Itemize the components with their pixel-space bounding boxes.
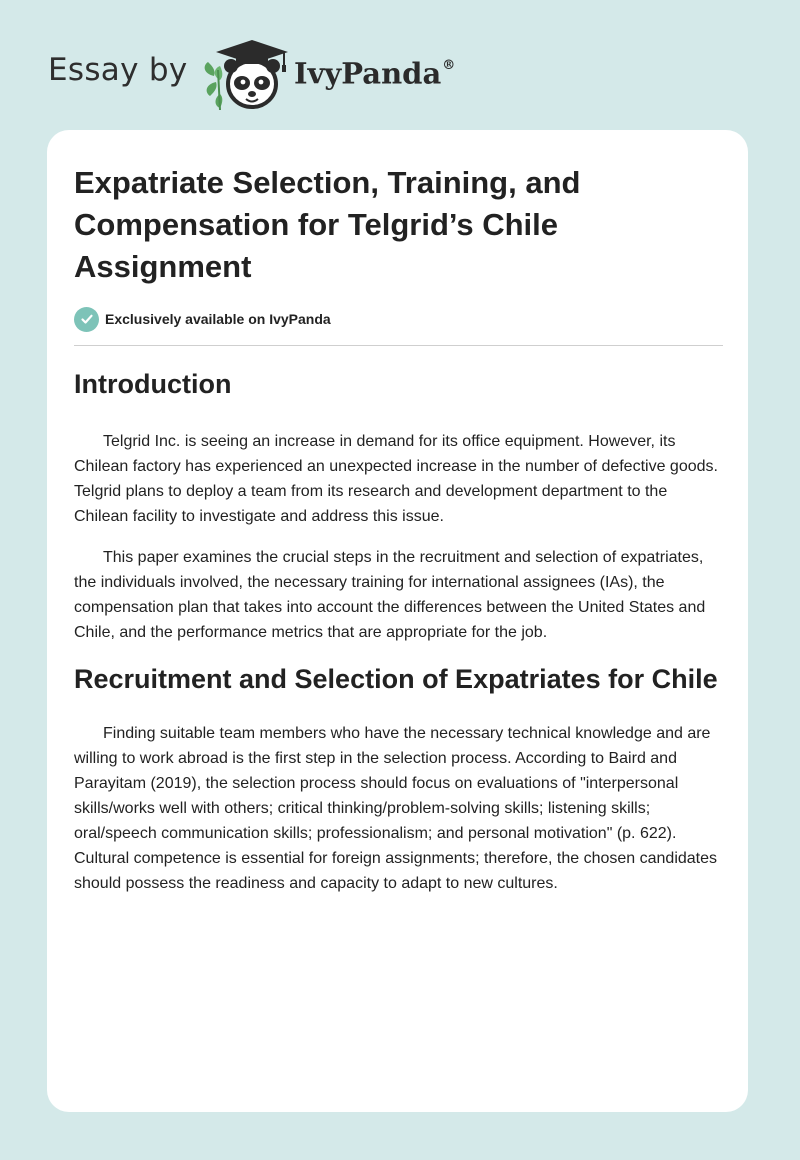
ivypanda-logo-text[interactable]	[294, 50, 455, 94]
essay-card	[47, 130, 748, 1112]
exclusive-badge-label: Exclusively available on IvyPanda	[105, 311, 331, 327]
brand-name-text: IvyPanda	[294, 56, 442, 91]
leaf-icon	[205, 62, 223, 110]
section-heading-introduction: Introduction	[74, 369, 232, 399]
title-divider	[74, 345, 723, 346]
section-heading-recruitment: Recruitment and Selection of Expatriates for Chile	[74, 664, 718, 694]
paragraph: Telgrid Inc. is seeing an increase in demand for its office equipment. However, its Chilean factory has experienced an unexpected increase in the number of defective goods. Telgrid plans to deploy a team from its research and development department to the Chilean facility to investigate and address this issue.	[74, 433, 718, 525]
check-circle-icon	[74, 307, 99, 332]
essay-title: Expatriate Selection, Training, and Compensation for Telgrid’s Chile Assignment	[74, 165, 581, 284]
registered-mark: ®	[442, 58, 456, 73]
paragraph: This paper examines the crucial steps in the recruitment and selection of expatriates, the individuals involved, the necessary training for international assignees (IAs), the compensation plan that takes into account the differences between the United States and Chile, and the performance metrics that are appropriate for the job.	[74, 549, 706, 641]
exclusive-badge	[74, 306, 331, 332]
panda-graduation-cap-icon[interactable]	[200, 36, 292, 112]
essay-body	[74, 364, 723, 896]
site-header	[0, 0, 800, 130]
paragraph: Finding suitable team members who have the necessary technical knowledge and are willing to work abroad is the first step in the selection process. According to Baird and Parayitam (2019), the selection process should focus on evaluations of "interpersonal skills/works well with others; critical thinking/problem-solving skills; listening skills; oral/speech communication skills; professionalism; and personal motivation" (p. 622). Cultural competence is essential for foreign assignments; therefore, the chosen candidates should possess the readiness and capacity to adapt to new cultures.	[74, 725, 718, 892]
essay-by-label: Essay by	[48, 52, 188, 88]
